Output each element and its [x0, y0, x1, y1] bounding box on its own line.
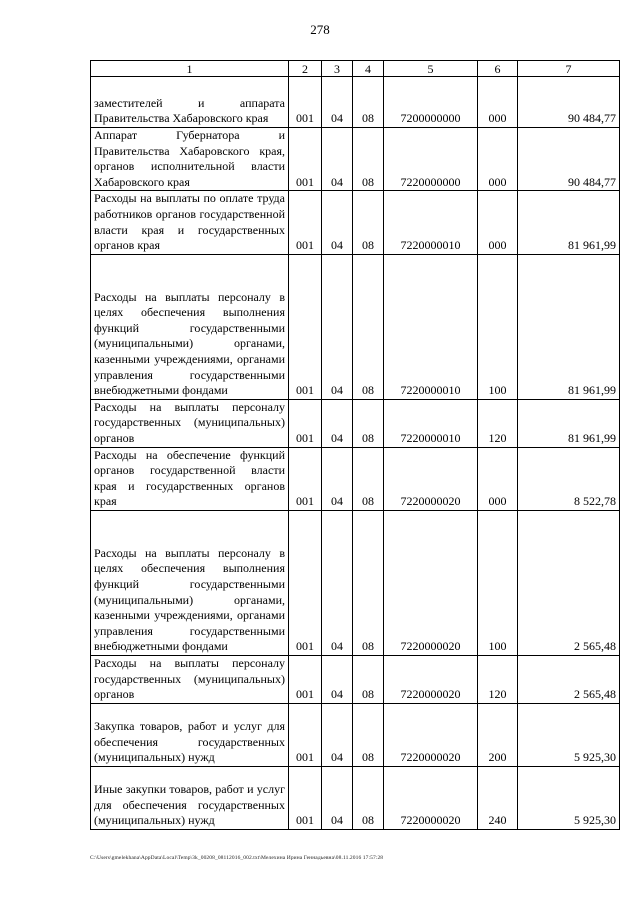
row-subsection-code: 08 — [353, 77, 384, 128]
row-section-code: 04 — [322, 703, 353, 766]
row-section-code: 04 — [322, 655, 353, 703]
table-row — [91, 128, 620, 191]
row-name: Аппарат Губернатора и Правительства Хабаровского края, органов исполнительной власти Хабаровского края — [91, 128, 289, 191]
row-name: Расходы на выплаты по оплате труда работников органов государственной власти края и государственных органов края — [91, 191, 289, 254]
row-expense-type: 000 — [478, 77, 518, 128]
row-name: Расходы на выплаты персоналу в целях обеспечения выполнения функций государственными (муниципальными) органами, казенными учреждениями, органами управления государственными внебюджетными фондами — [91, 510, 289, 655]
row-amount: 2 565,48 — [518, 510, 620, 655]
row-name: заместителей и аппарата Правительства Хабаровского края — [91, 77, 289, 128]
header-col-6: 6 — [478, 61, 518, 77]
row-admin-code: 001 — [289, 77, 322, 128]
row-target-article: 7220000020 — [384, 447, 478, 510]
row-target-article: 7220000020 — [384, 703, 478, 766]
row-amount: 90 484,77 — [518, 77, 620, 128]
row-amount: 8 522,78 — [518, 447, 620, 510]
row-expense-type: 000 — [478, 447, 518, 510]
row-name: Расходы на выплаты персоналу в целях обеспечения выполнения функций государственными (муниципальными) органами, казенными учреждениями, органами управления государственными внебюджетными фондами — [91, 254, 289, 399]
table-row — [91, 703, 620, 766]
row-name: Расходы на обеспечение функций органов государственной власти края и государственных органов края — [91, 447, 289, 510]
row-subsection-code: 08 — [353, 254, 384, 399]
row-amount: 2 565,48 — [518, 655, 620, 703]
row-admin-code: 001 — [289, 655, 322, 703]
row-expense-type: 120 — [478, 399, 518, 447]
table-row — [91, 254, 620, 399]
row-expense-type: 240 — [478, 766, 518, 829]
row-section-code: 04 — [322, 447, 353, 510]
row-amount: 5 925,30 — [518, 766, 620, 829]
header-col-2: 2 — [289, 61, 322, 77]
header-row — [91, 61, 620, 77]
row-section-code: 04 — [322, 77, 353, 128]
row-subsection-code: 08 — [353, 703, 384, 766]
row-name: Расходы на выплаты персоналу государственных (муниципальных) органов — [91, 399, 289, 447]
row-name: Расходы на выплаты персоналу государственных (муниципальных) органов — [91, 655, 289, 703]
header-col-5: 5 — [384, 61, 478, 77]
row-target-article: 7200000000 — [384, 77, 478, 128]
row-expense-type: 000 — [478, 191, 518, 254]
row-admin-code: 001 — [289, 191, 322, 254]
row-expense-type: 120 — [478, 655, 518, 703]
row-section-code: 04 — [322, 766, 353, 829]
row-section-code: 04 — [322, 399, 353, 447]
row-amount: 81 961,99 — [518, 254, 620, 399]
header-col-3: 3 — [322, 61, 353, 77]
row-section-code: 04 — [322, 191, 353, 254]
row-target-article: 7220000010 — [384, 191, 478, 254]
row-admin-code: 001 — [289, 703, 322, 766]
row-subsection-code: 08 — [353, 447, 384, 510]
row-subsection-code: 08 — [353, 510, 384, 655]
table-row — [91, 77, 620, 128]
row-subsection-code: 08 — [353, 399, 384, 447]
row-target-article: 7220000000 — [384, 128, 478, 191]
row-expense-type: 100 — [478, 510, 518, 655]
row-section-code: 04 — [322, 128, 353, 191]
row-admin-code: 001 — [289, 399, 322, 447]
table-row — [91, 399, 620, 447]
budget-table — [90, 60, 620, 830]
row-admin-code: 001 — [289, 766, 322, 829]
row-name: Иные закупки товаров, работ и услуг для обеспечения государственных (муниципальных) нужд — [91, 766, 289, 829]
row-amount: 81 961,99 — [518, 191, 620, 254]
row-admin-code: 001 — [289, 510, 322, 655]
header-col-4: 4 — [353, 61, 384, 77]
row-target-article: 7220000020 — [384, 655, 478, 703]
table-row — [91, 655, 620, 703]
table-row — [91, 191, 620, 254]
row-name: Закупка товаров, работ и услуг для обеспечения государственных (муниципальных) нужд — [91, 703, 289, 766]
row-expense-type: 200 — [478, 703, 518, 766]
row-section-code: 04 — [322, 510, 353, 655]
table-row — [91, 766, 620, 829]
row-admin-code: 001 — [289, 447, 322, 510]
row-amount: 90 484,77 — [518, 128, 620, 191]
row-expense-type: 000 — [478, 128, 518, 191]
row-subsection-code: 08 — [353, 191, 384, 254]
header-col-1: 1 — [91, 61, 289, 77]
header-col-7: 7 — [518, 61, 620, 77]
row-amount: 5 925,30 — [518, 703, 620, 766]
table-row — [91, 447, 620, 510]
row-admin-code: 001 — [289, 254, 322, 399]
row-section-code: 04 — [322, 254, 353, 399]
row-expense-type: 100 — [478, 254, 518, 399]
footer-file-path: C:\Users\gmelekhana\AppData\Local\Temp\3k_00208_08112016_002.txt\Мелехина Ирина Геннадьевна\08.11.2016 17:57:28 — [90, 855, 384, 861]
row-target-article: 7220000020 — [384, 766, 478, 829]
row-target-article: 7220000010 — [384, 399, 478, 447]
table-row — [91, 510, 620, 655]
row-amount: 81 961,99 — [518, 399, 620, 447]
row-subsection-code: 08 — [353, 655, 384, 703]
row-admin-code: 001 — [289, 128, 322, 191]
row-subsection-code: 08 — [353, 128, 384, 191]
row-target-article: 7220000020 — [384, 510, 478, 655]
row-subsection-code: 08 — [353, 766, 384, 829]
row-target-article: 7220000010 — [384, 254, 478, 399]
page-number: 278 — [310, 22, 330, 37]
